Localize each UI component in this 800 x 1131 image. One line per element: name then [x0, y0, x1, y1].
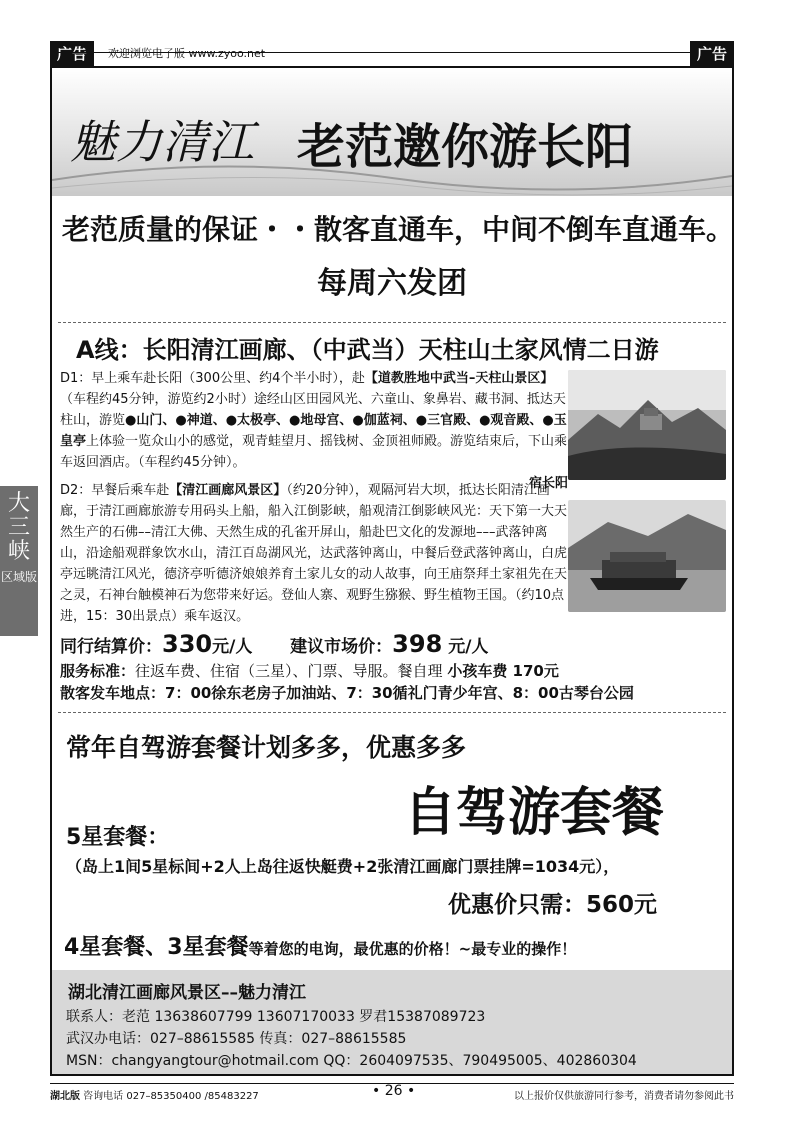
headline-guarantee: 老范质量的保证・・散客直通车，中间不倒车直通车。 — [62, 213, 735, 246]
divider — [58, 712, 726, 713]
self-drive-headline: 常年自驾游套餐计划多多，优惠多多 — [66, 733, 467, 762]
itinerary-day2 — [60, 480, 568, 627]
contact-phones: 武汉办电话：027–88615585 传真：027–88615585 — [66, 1031, 407, 1047]
side-tab-sub: 区域版 — [0, 570, 37, 584]
market-price-unit: 元/人 — [442, 637, 489, 657]
price-line — [60, 630, 488, 658]
banner — [52, 68, 732, 196]
day1-text: ●山门、●神道、●太极亭、●地母宫、●伽蓝祠、●三官殿、●观音殿、●玉皇亭 — [60, 413, 567, 449]
package-offer-price: 优惠价只需：560元 — [448, 892, 658, 918]
service-label: 服务标准： — [60, 662, 136, 680]
ad-tag-left: 广告 — [50, 41, 94, 66]
departure-points: 散客发车地点：7：00徐东老房子加油站、7：30循礼门青少年宫、8：00古琴台公园 — [60, 684, 634, 702]
mountain-temple-photo — [568, 370, 726, 480]
mountain-icon — [568, 370, 726, 480]
river-boat-photo — [568, 500, 726, 612]
peer-price-label: 同行结算价： — [60, 637, 162, 657]
divider — [58, 322, 726, 323]
footer-left — [50, 1087, 259, 1102]
child-fare: 小孩车费 170元 — [447, 662, 559, 680]
day1-text: 【道教胜地中武当–天柱山景区】 — [364, 371, 554, 386]
day2-text: （约20分钟），观隔河岩大坝，抵达长阳清江画廊，于清江画廊旅游专用码头上船，船入江倒影峡，船观清江倒影峡风光：天下第一大天然生产的石佛––清江大佛、天然生成的孔雀开屏山，船赴巴文化的发源地–––武落钟离山，沿途船观群象饮水山，清江百岛湖风光，达武落钟离山，中餐后登武落钟离山，白虎亭远眺清江风光，德济亭听德济娘娘养育土家儿女的动人故事，向王庙祭拜土家祖先在天之灵，石神台触模神石为您带来好运。登仙人寨、观野生猕猴、野生植物王国。（约10点进，15：30出景点）乘车返汉。 — [60, 483, 568, 624]
ad-tag-right: 广告 — [690, 41, 734, 66]
contact-online: MSN：changyangtour@hotmail.com QQ：2604097535、790495005、402860304 — [66, 1053, 637, 1069]
route-title: A线：长阳清江画廊、（中武当）天柱山土家风情二日游 — [76, 336, 659, 364]
footer-disclaimer: 以上报价仅供旅游同行参考，消费者请勿参阅此书 — [514, 1091, 734, 1102]
headline-schedule: 每周六发团 — [317, 266, 467, 301]
day1-stay-note: 宿长阳 — [528, 476, 568, 491]
ad-frame — [50, 66, 734, 1076]
service-line — [60, 660, 559, 681]
market-price-value: 398 — [392, 630, 443, 658]
day2-text: D2：早餐后乘车赴 — [60, 483, 170, 498]
market-price-label: 建议市场价： — [290, 637, 393, 657]
contact-title: 湖北清江画廊风景区––魅力清江 — [68, 983, 306, 1003]
site-text: 欢迎浏览电子版 www.zyoo.net — [108, 47, 266, 60]
banner-title: 老范邀你游长阳 — [297, 119, 634, 175]
other-packages-bold: 4星套餐、3星套餐 — [64, 935, 249, 960]
self-drive-big-title: 自驾游套餐 — [404, 783, 665, 843]
side-tab-title: 大三峡 — [7, 491, 30, 564]
other-packages-text: 等着您的电询，最优惠的价格！~最专业的操作！ — [248, 940, 577, 958]
itinerary-day1 — [60, 368, 568, 494]
boat-icon — [568, 500, 726, 612]
day1-text: （车程约45分钟，游览约2小时）途经山区田园风光、六童山、象鼻岩、藏书洞、抵达天柱山，游览 — [60, 392, 566, 428]
other-packages-line — [64, 930, 576, 961]
page-number: • 26 • — [372, 1083, 416, 1099]
service-text: 往返车费、住宿（三星）、门票、导服。餐自理 — [135, 662, 443, 680]
contact-people: 联系人：老范 13638607799 13607170033 罗君15387089723 — [66, 1009, 486, 1025]
five-star-package-label: 5星套餐： — [66, 825, 170, 850]
day1-text: D1：早上乘车赴长阳（300公里、约4个半小时），赴 — [60, 371, 365, 386]
region-side-tab — [0, 486, 38, 636]
day2-text: 【清江画廊风景区】 — [169, 483, 287, 498]
brand-logo-text: 魅力清江 — [70, 115, 254, 169]
footer-phone: 咨询电话 027–85350400 /85483227 — [80, 1091, 259, 1102]
footer-edition: 湖北版 — [50, 1091, 80, 1102]
peer-price-value: 330 — [162, 630, 213, 658]
contact-box — [52, 970, 732, 1074]
peer-price-unit: 元/人 — [212, 637, 253, 657]
five-star-package-detail: （岛上1间5星标间+2人上岛往返快艇费+2张清江画廊门票挂牌=1034元）， — [66, 857, 620, 876]
day1-text: 上体验一览众山小的感觉，观青蛙望月、摇钱树、金顶祖师殿。游览结束后，下山乘车返回酒店。（车程约45分钟）。 — [60, 434, 568, 470]
